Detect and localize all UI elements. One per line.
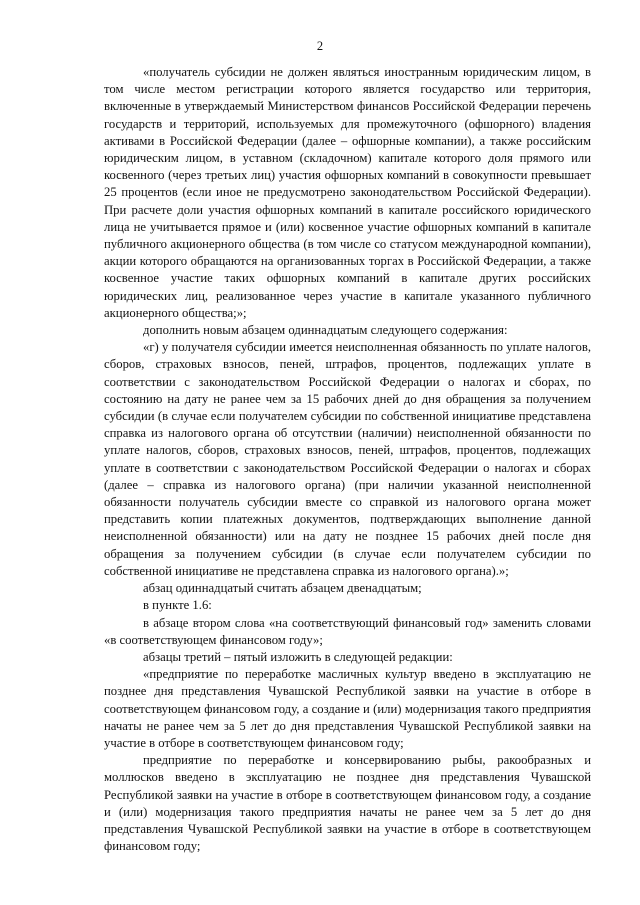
paragraph-renumber: абзац одиннадцатый считать абзацем двенадцатым; bbox=[143, 581, 422, 596]
paragraph-offshore-requirement: «получатель субсидии не должен являться иностранным юридическим лицом, в том числе местом регистрации которого является государство или территория, включенные в утверждаемый Министерством финансов Российской Федерации перечень государств и территорий, используемых для промежуточного (офшорного) владения активами в Российской Федерации (далее – офшорные компании), а также российским юридическим лицом, в уставном (складочном) капитале которого доля прямого или косвенного (через третьих лиц) участия офшорных компаний в совокупности превышает 25 процентов (если иное не предусмотрено законодательством Российской Федерации). При расчете доли участия офшорных компаний в капитале российского юридического лица не учитывается прямое и (или) косвенное участие офшорных компаний в капитале публичного акционерного общества (в том числе со статусом международной компании), акции которого обращаются на организованных торгах в Российской Федерации, а также косвенное участие таких офшорных компаний в капитале других российских юридических лиц, реализованное через участие в капитале указанного публичного акционерного общества;»; bbox=[104, 65, 591, 320]
paragraph-clause-1-6: в пункте 1.6: bbox=[143, 598, 212, 613]
document-body bbox=[104, 64, 591, 855]
paragraph-replace-words: в абзаце втором слова «на соответствующий финансовый год» заменить словами «в соответствующем финансовом году»; bbox=[104, 615, 591, 647]
paragraph-add-eleventh: дополнить новым абзацем одиннадцатым следующего содержания: bbox=[143, 323, 508, 338]
paragraph-fish-enterprise: предприятие по переработке и консервированию рыбы, ракообразных и моллюсков введено в эксплуатацию не позднее дня представления Чувашской Республикой заявки на участие в отборе в соответствующем финансовом году, а создание и (или) модернизация такого предприятия начаты не ранее чем за 5 лет до дня представления Чувашской Республикой заявки на участие в отборе в соответствующем финансовом году; bbox=[104, 753, 591, 854]
paragraph-new-wording: абзацы третий – пятый изложить в следующей редакции: bbox=[143, 649, 453, 664]
paragraph-tax-obligation: «г) у получателя субсидии имеется неисполненная обязанность по уплате налогов, сборов, страховых взносов, пеней, штрафов, процентов, подлежащих уплате в соответствии с законодательством Российской Федерации о налогах и сборах, по состоянию на дату не ранее чем за 15 рабочих дней до дня обращения за получением субсидии (в случае если получателем субсидии по собственной инициативе представлена справка из налогового органа об отсутствии (наличии) неисполненной обязанности по уплате налогов, сборов, страховых взносов, пеней, штрафов, процентов, подлежащих уплате в соответствии с законодательством Российской Федерации о налогах и сборах (далее – справка из налогового органа) (при наличии указанной неисполненной обязанности получатель субсидии вместе со справкой из налогового органа может представить копии платежных документов, подтверждающих выполнение данной неисполненной обязанности) или на дату не позднее 15 рабочих дней после дня обращения за получением субсидии (в случае если получателем субсидии по собственной инициативе не представлена справка из налогового органа).»; bbox=[104, 340, 591, 578]
page-number: 2 bbox=[316, 39, 324, 53]
paragraph-oilseed-enterprise: «предприятие по переработке масличных культур введено в эксплуатацию не позднее дня представления Чувашской Республикой заявки на участие в отборе в соответствующем финансовом году, а создание и (или) модернизация такого предприятия начаты не ранее чем за 5 лет до дня представления Чувашской Республикой заявки на участие в отборе в соответствующем финансовом году; bbox=[104, 667, 591, 750]
